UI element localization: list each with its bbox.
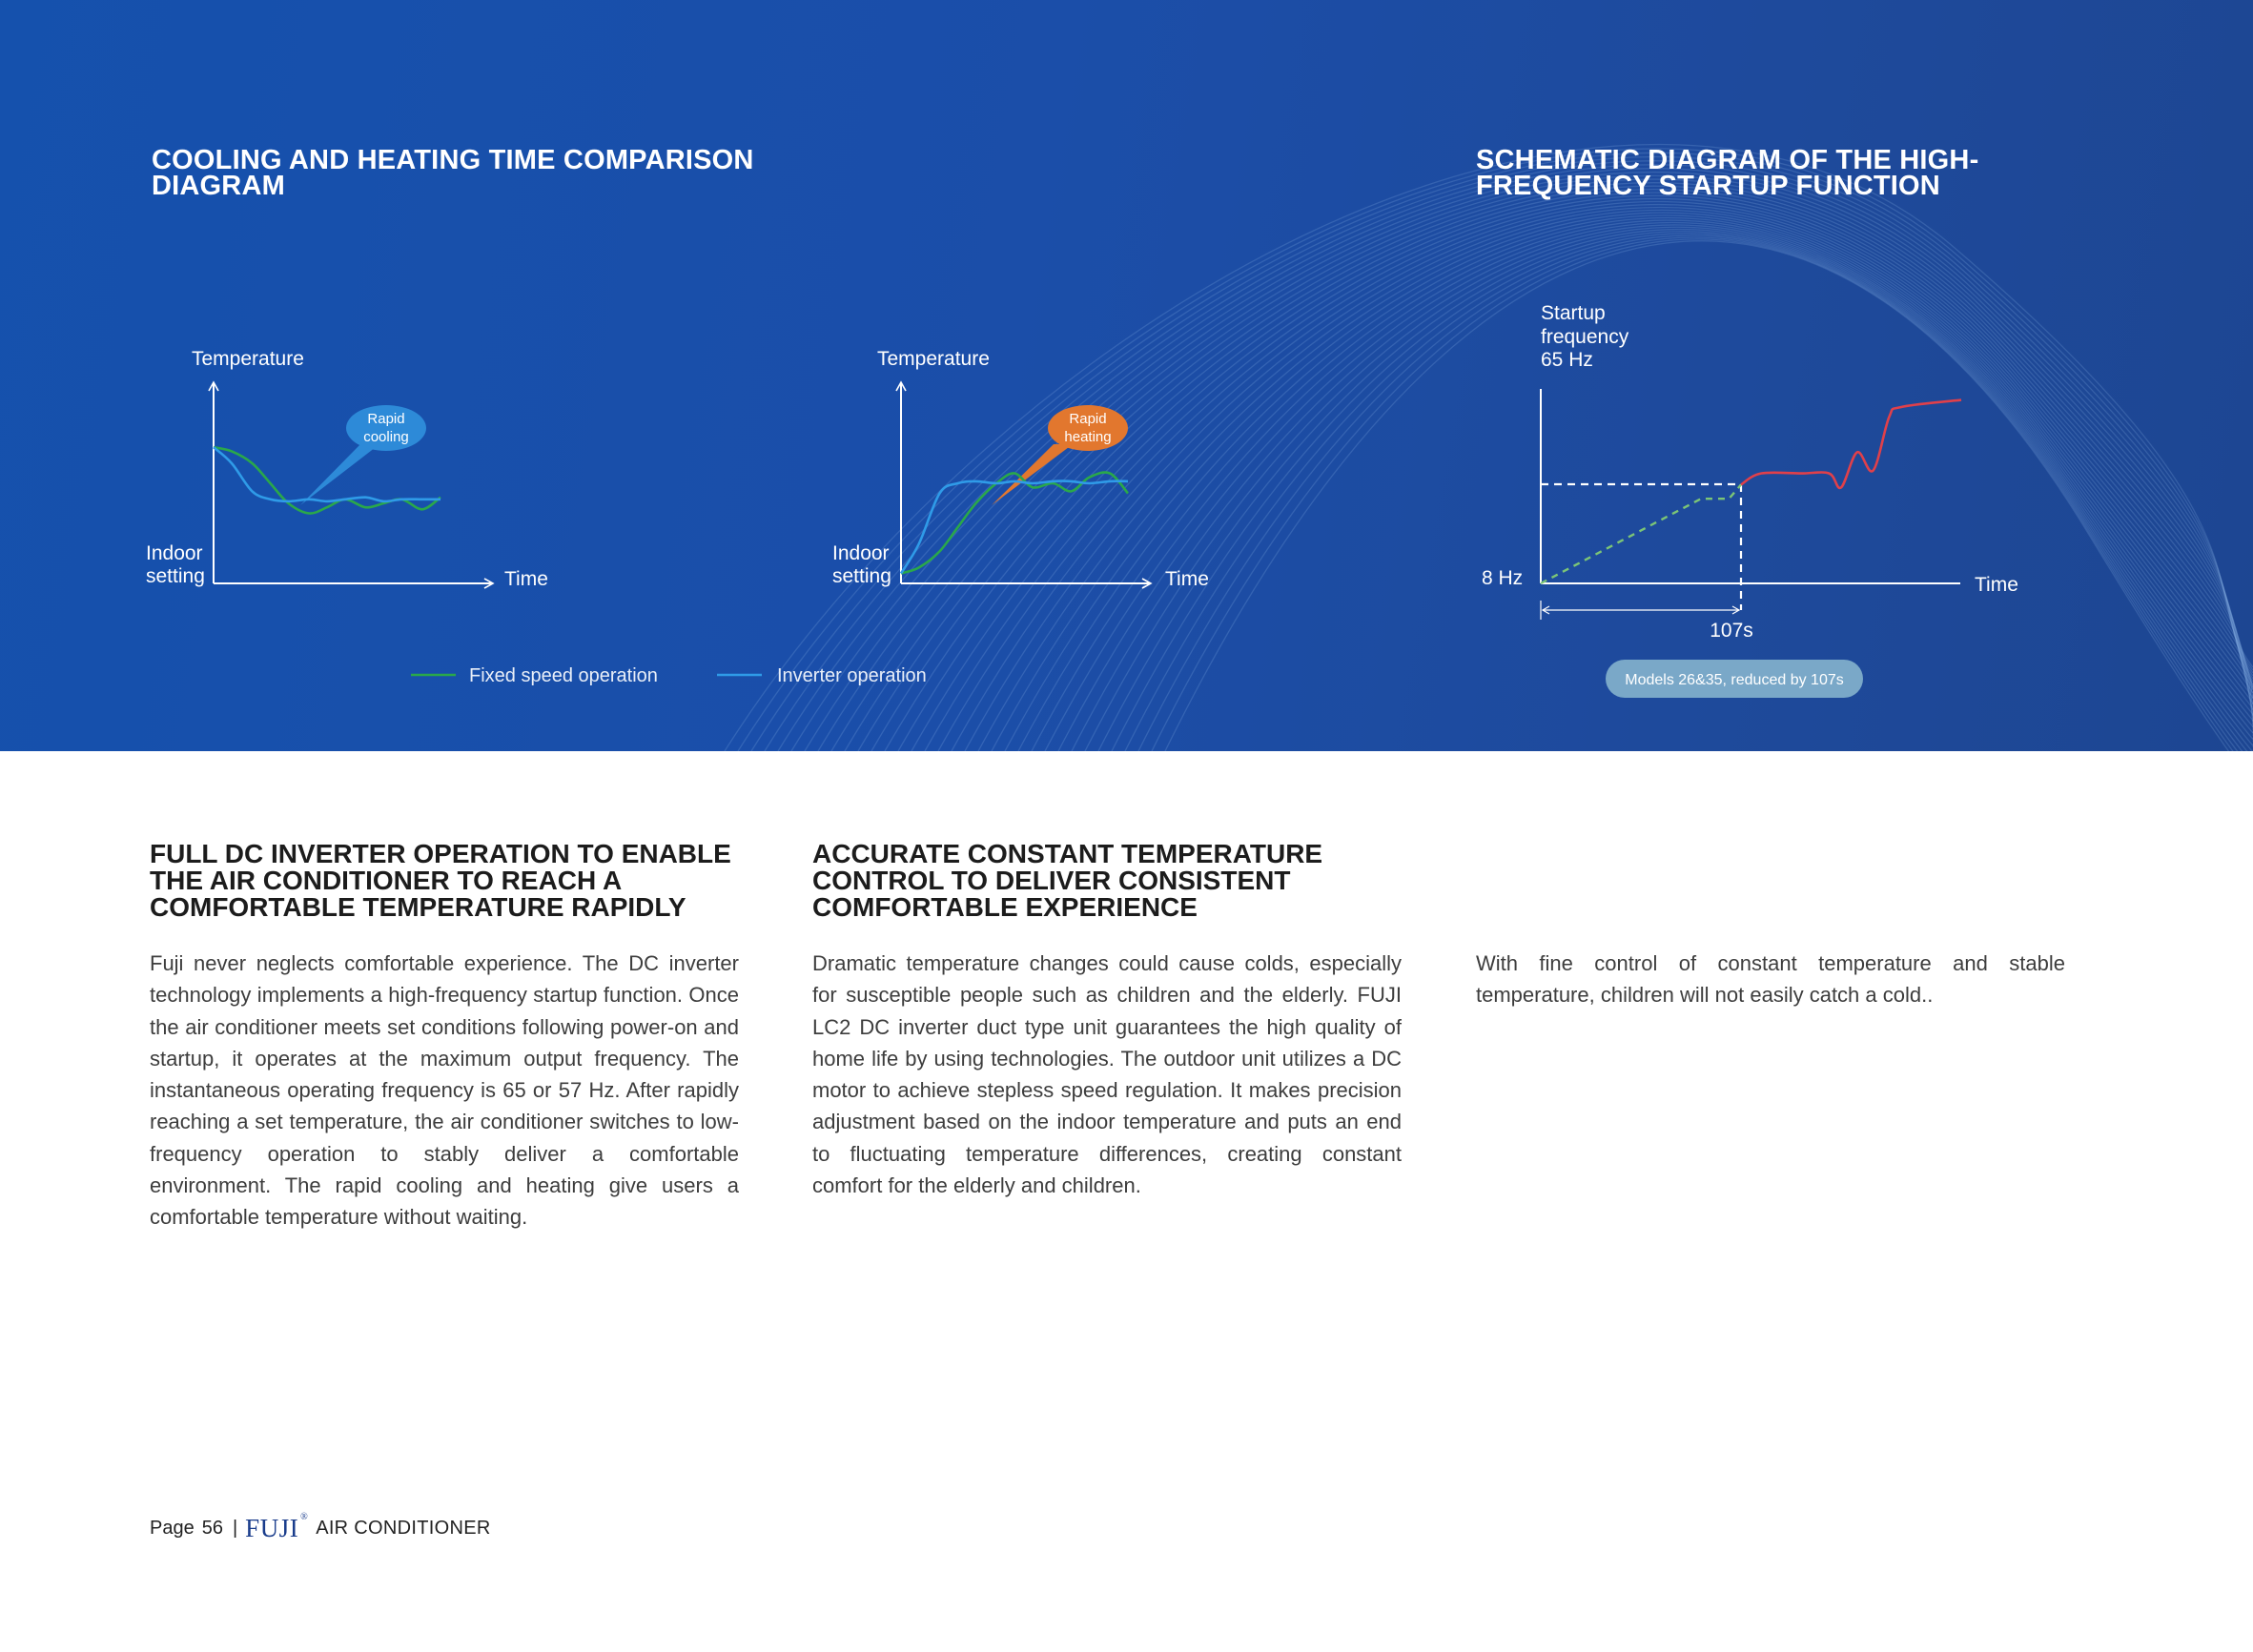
product-label: AIR CONDITIONER <box>316 1517 491 1539</box>
cooling-bubble-text-1: Rapid <box>367 411 405 427</box>
cooling-indoor-label: Indoor <box>146 542 203 564</box>
section-1-title: FULL DC INVERTER OPERATION TO ENABLE THE AIR CONDITIONER TO REACH A COMFORTABLE TEMPERATURE RAPIDLY <box>150 839 731 922</box>
heating-indoor-label: Indoor <box>832 542 890 564</box>
startup-note-text: Models 26&35, reduced by 107s <box>1625 672 1844 688</box>
startup-chart <box>1482 302 2018 698</box>
cooling-bubble-text-2: cooling <box>363 429 409 445</box>
fuji-logo-text: FUJI <box>245 1513 299 1542</box>
startup-operating-line <box>1741 400 1961 488</box>
heating-bubble-pointer <box>992 444 1073 505</box>
hero-banner <box>0 0 2253 751</box>
registered-mark: ® <box>300 1511 309 1522</box>
cooling-inverter-line <box>214 447 440 501</box>
section-2-title: ACCURATE CONSTANT TEMPERATURE CONTROL TO DELIVER CONSISTENT COMFORTABLE EXPERIENCE <box>812 839 1323 922</box>
cooling-chart <box>146 348 548 590</box>
startup-x-label: Time <box>1975 574 2018 596</box>
cooling-setting-label: setting <box>146 565 205 587</box>
startup-y-label-1: Startup <box>1541 302 1606 324</box>
heating-setting-label: setting <box>832 565 891 587</box>
page-number: 56 <box>201 1517 223 1539</box>
right-diagram-title: SCHEMATIC DIAGRAM OF THE HIGH-FREQUENCY STARTUP FUNCTION <box>1476 145 1979 201</box>
heating-chart <box>832 348 1209 590</box>
legend <box>411 665 927 686</box>
cooling-bubble-pointer <box>300 444 379 505</box>
fuji-logo <box>245 1511 310 1543</box>
page-label: Page <box>150 1517 195 1539</box>
cooling-bubble <box>300 405 426 505</box>
heating-inverter-line <box>901 481 1128 574</box>
heating-x-label: Time <box>1165 568 1209 590</box>
heating-bubble-text-1: Rapid <box>1069 411 1107 427</box>
footer-separator: | <box>232 1517 238 1539</box>
startup-baseline-label: 8 Hz <box>1482 567 1524 589</box>
section-3-body: With fine control of constant temperature and stable temperature, children will not easily catch a cold.. <box>1476 951 2065 1008</box>
heating-bubble-text-2: heating <box>1064 429 1112 445</box>
startup-ramp-line <box>1541 484 1741 583</box>
legend-fixed-label: Fixed speed operation <box>469 665 658 686</box>
section-1-body: Fuji never neglects comfortable experience. The DC inverter technology implements a high-frequency startup function. Once the air conditioner meets set conditions following power-on and startup, it operates at the maximum output frequency. The instantaneous operating frequency is 65 or 57 Hz. After rapidly reaching a set temperature, the air conditioner switches to low-frequency operation to stably deliver a comfortable environment. The rapid cooling and heating give users a comfortable temperature without waiting. <box>150 951 739 1230</box>
heating-bubble <box>992 405 1128 505</box>
left-diagram-title: COOLING AND HEATING TIME COMPARISON DIAGRAM <box>152 145 754 201</box>
startup-note-pill <box>1606 660 1863 698</box>
startup-y-label-2: frequency <box>1541 326 1629 348</box>
heating-y-label: Temperature <box>877 348 990 370</box>
startup-107s-label: 107s <box>1710 620 1753 642</box>
legend-inverter-label: Inverter operation <box>777 665 927 686</box>
diagram-canvas <box>0 0 2253 751</box>
section-2-body: Dramatic temperature changes could cause colds, especially for susceptible people such as children and the elderly. FUJI LC2 DC inverter duct type unit guarantees the high quality of home life by using technologies. The outdoor unit utilizes a DC motor to achieve stepless speed regulation. It makes precision adjustment based on the indoor temperature and puts an end to fluctuating temperature differences, creating constant comfort for the elderly and children. <box>812 951 1402 1198</box>
cooling-x-label: Time <box>504 568 548 590</box>
cooling-y-label: Temperature <box>192 348 304 370</box>
page-footer <box>150 1512 491 1544</box>
startup-y-label-3: 65 Hz <box>1541 349 1593 371</box>
